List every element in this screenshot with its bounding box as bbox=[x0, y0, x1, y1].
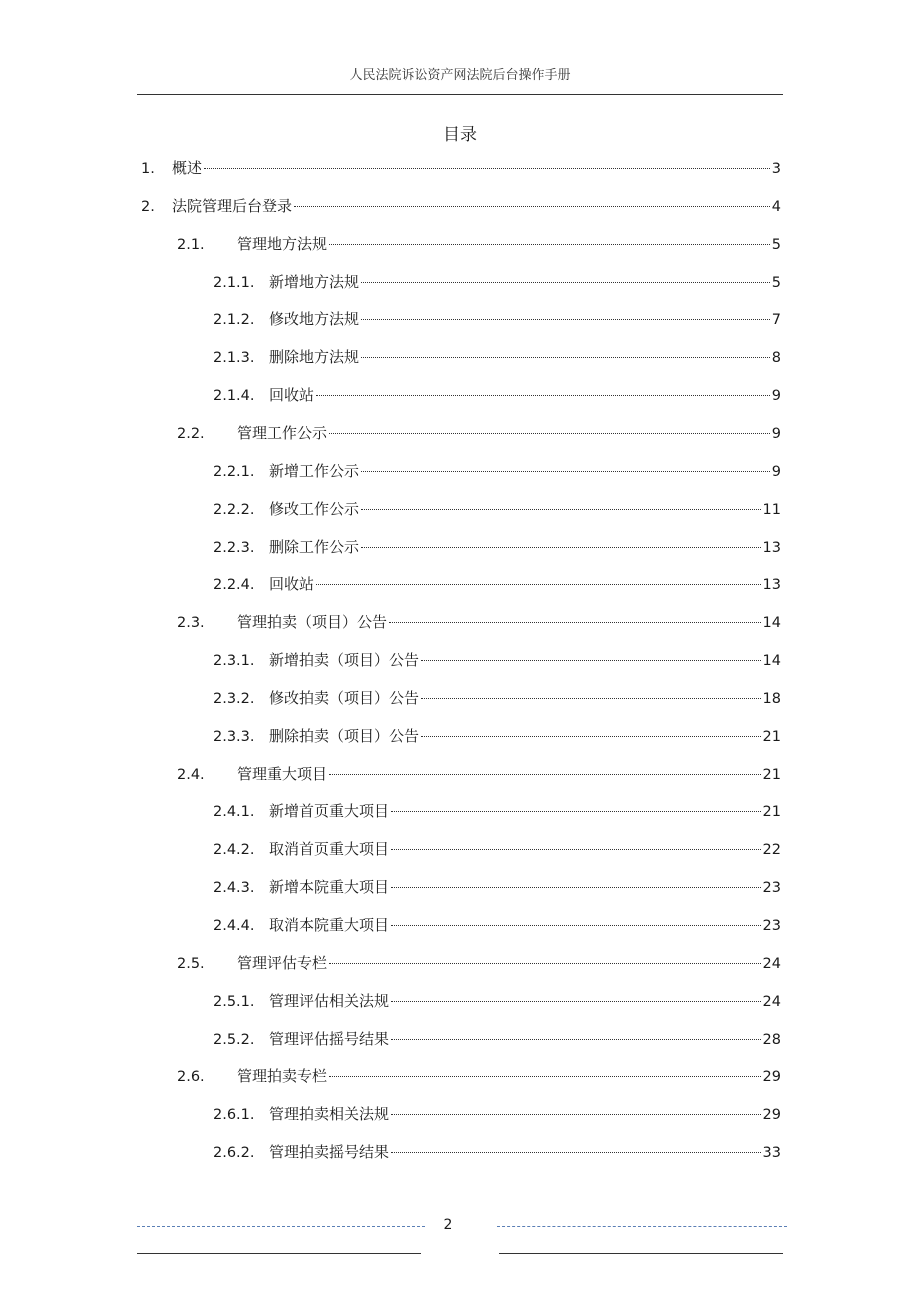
toc-dot-leader bbox=[361, 508, 761, 510]
toc-entry[interactable] bbox=[213, 647, 781, 673]
toc-entry[interactable] bbox=[213, 1139, 781, 1165]
toc-entry-number: 2. bbox=[141, 198, 155, 215]
toc-entry-title: 修改拍卖（项目）公告 bbox=[269, 688, 420, 707]
toc-entry-page: 13 bbox=[762, 577, 781, 594]
toc-entry-title: 概述 bbox=[172, 159, 203, 177]
toc-entry[interactable] bbox=[213, 344, 781, 370]
toc-dot-leader bbox=[391, 1151, 761, 1153]
toc-entry-page: 5 bbox=[771, 236, 781, 253]
toc-entry[interactable] bbox=[213, 571, 781, 597]
toc-entry-number: 2.3. bbox=[177, 615, 205, 632]
toc-entry-number: 2.4.1. bbox=[213, 804, 255, 821]
toc-entry-page: 5 bbox=[771, 274, 781, 291]
toc-dot-leader bbox=[361, 318, 770, 320]
toc-dot-leader bbox=[329, 243, 770, 245]
toc-entry[interactable] bbox=[141, 155, 781, 181]
toc-dot-leader bbox=[391, 924, 761, 926]
toc-entry[interactable] bbox=[141, 193, 781, 219]
toc-dot-leader bbox=[421, 697, 761, 699]
toc-dot-leader bbox=[329, 962, 761, 964]
toc-entry-title: 管理拍卖专栏 bbox=[237, 1067, 328, 1086]
toc-entry-page: 11 bbox=[762, 501, 781, 518]
running-header: 人民法院诉讼资产网法院后台操作手册 bbox=[349, 68, 571, 83]
toc-entry-number: 2.5. bbox=[177, 955, 205, 972]
toc-entry-title: 管理评估专栏 bbox=[237, 953, 328, 972]
toc-entry-title: 法院管理后台登录 bbox=[172, 196, 293, 215]
toc-entry-page: 23 bbox=[762, 880, 781, 897]
header-rule bbox=[137, 94, 783, 95]
toc-entry-page: 14 bbox=[762, 615, 781, 632]
toc-entry-number: 2.3.3. bbox=[213, 728, 255, 745]
toc-entry[interactable] bbox=[213, 534, 781, 560]
toc-dot-leader bbox=[329, 1075, 761, 1077]
toc-entry-title: 修改地方法规 bbox=[269, 310, 360, 329]
toc-dot-leader bbox=[361, 281, 770, 283]
toc-entry-page: 14 bbox=[762, 653, 781, 670]
toc-entry-title: 取消首页重大项目 bbox=[269, 840, 390, 859]
toc-dot-leader bbox=[421, 659, 761, 661]
toc-dot-leader bbox=[391, 810, 761, 812]
toc-entry-title: 管理拍卖摇号结果 bbox=[269, 1143, 390, 1162]
toc-entry-number: 2.1.3. bbox=[213, 350, 255, 367]
toc-entry[interactable] bbox=[177, 231, 781, 257]
toc-entry-page: 29 bbox=[762, 1107, 781, 1124]
toc-entry[interactable] bbox=[213, 836, 781, 862]
toc-entry-number: 2.1. bbox=[177, 236, 205, 253]
toc-entry[interactable] bbox=[177, 761, 781, 787]
toc-entry-page: 8 bbox=[771, 350, 781, 367]
toc-entry[interactable] bbox=[177, 1063, 781, 1089]
toc-entry-page: 7 bbox=[771, 312, 781, 329]
toc-entry-title: 新增首页重大项目 bbox=[269, 802, 390, 821]
toc-entry-title: 新增拍卖（项目）公告 bbox=[269, 651, 420, 670]
toc-entry-number: 2.3.2. bbox=[213, 690, 255, 707]
toc-entry-number: 2.1.4. bbox=[213, 388, 255, 405]
toc-title: 目录 bbox=[443, 125, 477, 145]
toc-entry-number: 2.4. bbox=[177, 766, 205, 783]
toc-entry[interactable] bbox=[213, 1101, 781, 1127]
toc-entry-title: 新增本院重大项目 bbox=[269, 878, 390, 897]
toc-dot-leader bbox=[329, 773, 761, 775]
toc-entry-title: 管理评估相关法规 bbox=[269, 991, 390, 1010]
toc-entry-page: 3 bbox=[771, 161, 781, 177]
toc-entry-number: 2.3.1. bbox=[213, 653, 255, 670]
toc-entry[interactable] bbox=[213, 496, 781, 522]
toc-dot-leader bbox=[361, 356, 770, 358]
toc-dot-leader bbox=[421, 735, 761, 737]
toc-entry-title: 修改工作公示 bbox=[269, 499, 360, 518]
toc-entry-title: 管理拍卖（项目）公告 bbox=[237, 613, 388, 632]
toc-entry[interactable] bbox=[213, 458, 781, 484]
toc-entry[interactable] bbox=[177, 420, 781, 446]
toc-dot-leader bbox=[316, 583, 761, 585]
toc-entry-page: 22 bbox=[762, 842, 781, 859]
toc-entry[interactable] bbox=[213, 798, 781, 824]
toc-entry-title: 管理重大项目 bbox=[237, 764, 328, 783]
toc-entry-number: 2.5.1. bbox=[213, 993, 255, 1010]
toc-entry-title: 管理地方法规 bbox=[237, 234, 328, 253]
toc-entry-title: 删除拍卖（项目）公告 bbox=[269, 726, 420, 745]
toc-entry-number: 2.4.4. bbox=[213, 918, 255, 934]
toc-entry-page: 18 bbox=[762, 690, 781, 707]
toc-entry-title: 新增工作公示 bbox=[269, 461, 360, 480]
toc-entry[interactable] bbox=[177, 950, 781, 976]
footer-right-dashed-rule bbox=[497, 1226, 787, 1227]
toc-entry-page: 9 bbox=[771, 388, 781, 405]
toc-entry-number: 2.2.1. bbox=[213, 463, 255, 480]
toc-entry-page: 24 bbox=[762, 993, 781, 1010]
toc-entry-title: 管理工作公示 bbox=[237, 423, 328, 442]
toc-entry-title: 新增地方法规 bbox=[269, 272, 360, 291]
toc-entry-number: 2.1.1. bbox=[213, 274, 255, 291]
toc-entry-number: 2.6.2. bbox=[213, 1145, 255, 1162]
toc-entry[interactable] bbox=[213, 306, 781, 332]
toc-entry-number: 2.1.2. bbox=[213, 312, 255, 329]
footer-right-rule bbox=[499, 1253, 783, 1254]
toc-entry-number: 2.6.1. bbox=[213, 1107, 255, 1124]
toc-entry-title: 回收站 bbox=[269, 575, 315, 594]
toc-dot-leader bbox=[391, 848, 761, 850]
toc-entry[interactable] bbox=[213, 723, 781, 749]
toc-dot-leader bbox=[391, 1000, 761, 1002]
toc-entry[interactable] bbox=[177, 609, 781, 635]
toc-entry-number: 1. bbox=[141, 161, 155, 177]
toc-entry-title: 管理拍卖相关法规 bbox=[269, 1105, 390, 1124]
toc-entry[interactable] bbox=[213, 912, 781, 938]
toc-entry[interactable] bbox=[213, 269, 781, 295]
toc-entry-page: 23 bbox=[762, 918, 781, 934]
toc-entry[interactable] bbox=[213, 874, 781, 900]
toc-entry-number: 2.2.3. bbox=[213, 539, 255, 556]
toc-entry-page: 21 bbox=[762, 766, 781, 783]
toc-dot-leader bbox=[391, 886, 761, 888]
toc-entry-title: 删除工作公示 bbox=[269, 537, 360, 556]
footer-left-rule bbox=[137, 1253, 421, 1254]
toc-entry-page: 33 bbox=[762, 1145, 781, 1162]
toc-entry[interactable] bbox=[213, 685, 781, 711]
toc-entry-number: 2.4.3. bbox=[213, 880, 255, 897]
toc-entry-page: 28 bbox=[762, 1031, 781, 1048]
toc-entry-number: 2.4.2. bbox=[213, 842, 255, 859]
toc-dot-leader bbox=[316, 394, 770, 396]
toc-dot-leader bbox=[361, 470, 770, 472]
toc-entry-number: 2.2.2. bbox=[213, 501, 255, 518]
toc-entry-page: 29 bbox=[762, 1069, 781, 1086]
toc-entry-title: 取消本院重大项目 bbox=[269, 916, 390, 934]
toc-dot-leader bbox=[361, 546, 761, 548]
toc-entry-number: 2.6. bbox=[177, 1069, 205, 1086]
toc-dot-leader bbox=[329, 432, 770, 434]
toc-entry-page: 21 bbox=[762, 728, 781, 745]
toc-entry-number: 2.2.4. bbox=[213, 577, 255, 594]
toc-dot-leader bbox=[294, 205, 770, 207]
toc-entry[interactable] bbox=[213, 382, 781, 408]
toc-entry[interactable] bbox=[213, 1026, 781, 1052]
toc-entry[interactable] bbox=[213, 988, 781, 1014]
toc-entry-page: 24 bbox=[762, 955, 781, 972]
toc-entry-page: 21 bbox=[762, 804, 781, 821]
toc-entry-number: 2.2. bbox=[177, 425, 205, 442]
toc-entry-number: 2.5.2. bbox=[213, 1031, 255, 1048]
footer-left-dashed-rule bbox=[137, 1226, 425, 1227]
toc-dot-leader bbox=[389, 621, 761, 623]
toc-dot-leader bbox=[204, 167, 770, 169]
toc-entry-page: 9 bbox=[771, 463, 781, 480]
toc-entry-title: 回收站 bbox=[269, 386, 315, 405]
toc-entry-page: 13 bbox=[762, 539, 781, 556]
toc-entry-page: 4 bbox=[771, 198, 781, 215]
footer-page-number: 2 bbox=[443, 1217, 453, 1233]
toc-dot-leader bbox=[391, 1113, 761, 1115]
toc-entry-title: 删除地方法规 bbox=[269, 348, 360, 367]
toc-entry-title: 管理评估摇号结果 bbox=[269, 1029, 390, 1048]
toc-entry-page: 9 bbox=[771, 425, 781, 442]
toc-dot-leader bbox=[391, 1038, 761, 1040]
